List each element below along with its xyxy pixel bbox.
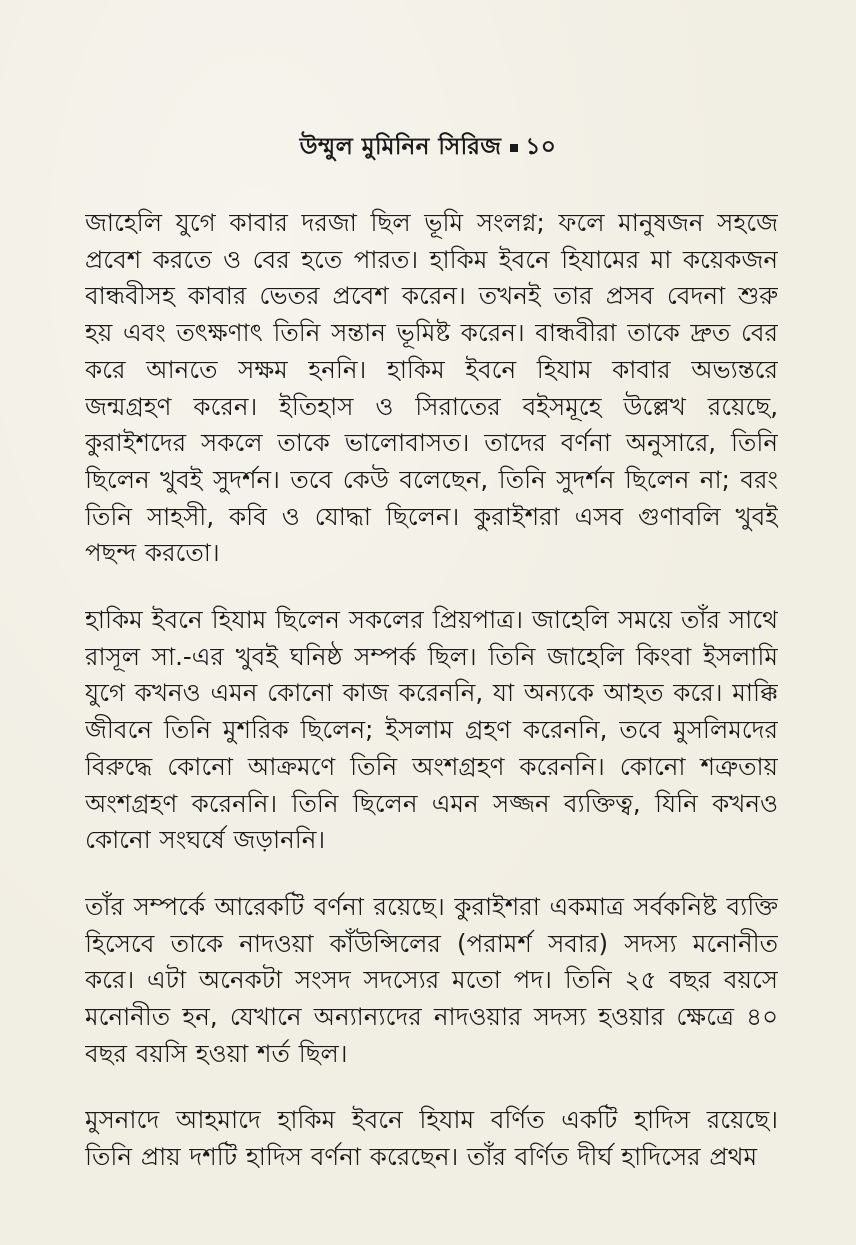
text-line: তাঁর সম্পর্কে আরেকটি বর্ণনা রয়েছে। কুরাইশরা একমাত্র সর্বকনিষ্ট ব্যক্তি: [85, 891, 778, 921]
running-header: [0, 128, 856, 167]
text-line: করে আনতে সক্ষম হননি। হাকিম ইবনে হিযাম কাবার অভ্যন্তরে: [85, 354, 778, 384]
paragraph: [85, 205, 778, 572]
text-line: হয় এবং তৎক্ষণাৎ তিনি সন্তান ভূমিষ্ট করেন। বান্ধবীরা তাকে দ্রুত বের: [85, 318, 778, 348]
paragraph: [85, 1102, 778, 1175]
text-line: জন্মগ্রহণ করেন। ইতিহাস ও সিরাতের বইসমূহে উল্লেখ রয়েছে,: [85, 391, 778, 421]
text-line: তিনি প্রায় দশটি হাদিস বর্ণনা করেছেন। তাঁর বর্ণিত দীর্ঘ হাদিসের প্রথম: [85, 1142, 758, 1172]
text-line: হাকিম ইবনে হিযাম ছিলেন সকলের প্রিয়পাত্র। জাহেলি সময়ে তাঁর সাথে: [85, 605, 778, 635]
text-line: মুসনাদে আহমাদে হাকিম ইবনে হিযাম বর্ণিত একটি হাদিস রয়েছে।: [85, 1105, 778, 1135]
text-line: ছিলেন খুবই সুদর্শন। তবে কেউ বলেছেন, তিনি সুদর্শন ছিলেন না; বরং: [85, 464, 778, 494]
text-line: কুরাইশদের সকলে তাকে ভালোবাসত। তাদের বর্ণনা অনুসারে, তিনি: [85, 428, 778, 458]
paragraph: [85, 602, 778, 859]
text-line: তিনি সাহসী, কবি ও যোদ্ধা ছিলেন। কুরাইশরা এসব গুণাবলি খুবই: [85, 501, 778, 531]
text-line: কোনো সংঘর্ষে জড়াননি।: [85, 825, 326, 855]
text-line: করে। এটা অনেকটা সংসদ সদস্যের মতো পদ। তিনি ২৫ বছর বয়সে: [85, 965, 778, 995]
separator-square-icon: [510, 144, 518, 152]
paragraph: [85, 889, 778, 1073]
text-line: জীবনে তিনি মুশরিক ছিলেন; ইসলাম গ্রহণ করেননি, তবে মুসলিমদের: [85, 715, 778, 745]
text-line: অংশগ্রহণ করেননি। তিনি ছিলেন এমন সজ্জন ব্যক্তিত্ব, যিনি কখনও: [85, 788, 778, 818]
text-line: বছর বয়সি হওয়া শর্ত ছিল।: [85, 1038, 348, 1068]
text-line: প্রবেশ করতে ও বের হতে পারত। হাকিম ইবনে হিযামের মা কয়েকজন: [85, 244, 778, 274]
text-line: বিরুদ্ধে কোনো আক্রমণে তিনি অংশগ্রহণ করেননি। কোনো শত্রুতায়: [85, 751, 778, 781]
text-line: হিসেবে তাকে নাদওয়া কাঁউন্সিলের (পরামর্শ সবার) সদস্য মনোনীত: [85, 928, 778, 958]
text-line: মনোনীত হন, যেখানে অন্যান্যদের নাদওয়ার সদস্য হওয়ার ক্ষেত্রে ৪০: [85, 1002, 778, 1032]
page-number: ১০: [525, 134, 557, 160]
body-text: [85, 205, 778, 1206]
text-line: রাসূল সা.-এর খুবই ঘনিষ্ঠ সম্পর্ক ছিল। তিনি জাহেলি কিংবা ইসলামি: [85, 641, 778, 671]
text-line: যুগে কখনও এমন কোনো কাজ করেননি, যা অন্যকে আহত করে। মাক্কি: [85, 678, 778, 708]
text-line: পছন্দ করতো।: [85, 538, 220, 568]
series-title: উম্মুল মুমিনিন সিরিজ: [299, 134, 502, 160]
text-line: জাহেলি যুগে কাবার দরজা ছিল ভূমি সংলগ্ন; ফলে মানুষজন সহজে: [85, 208, 778, 237]
text-line: বান্ধবীসহ কাবার ভেতর প্রবেশ করেন। তখনই তার প্রসব বেদনা শুরু: [85, 281, 778, 311]
